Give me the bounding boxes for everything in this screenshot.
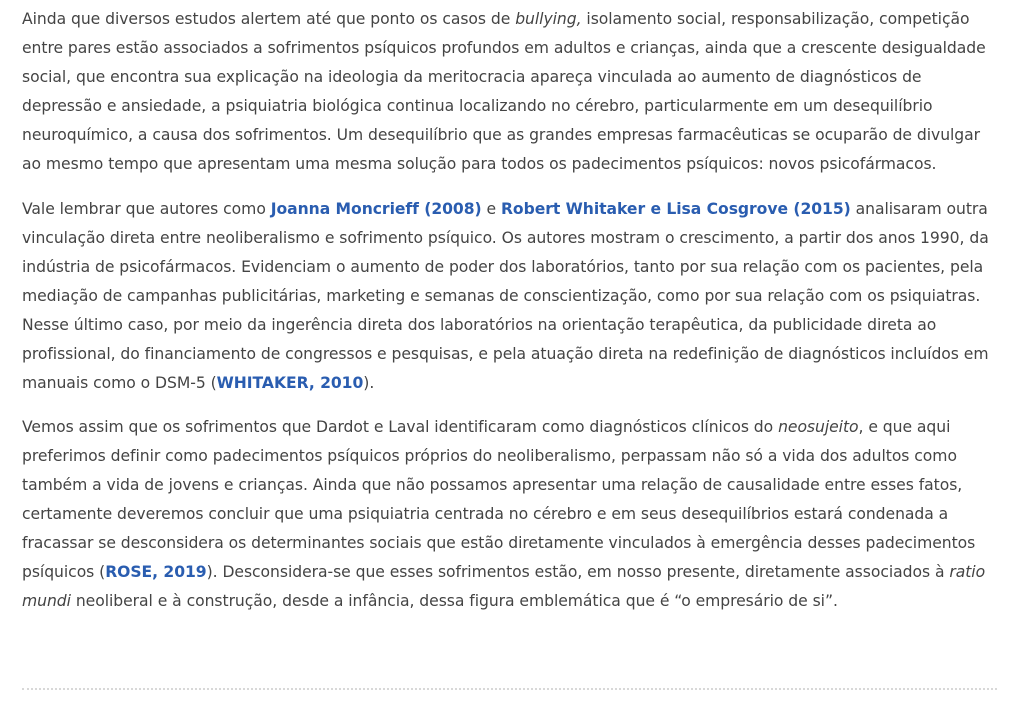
reference-link-whitaker-cosgrove[interactable]: Robert Whitaker e Lisa Cosgrove (2015) xyxy=(500,199,851,218)
paragraph-text: ). Desconsidera-se que esses sofrimentos estão, em nosso presente, diretamente associados à xyxy=(206,563,950,581)
section-divider xyxy=(22,688,997,690)
article-body xyxy=(22,5,997,632)
paragraph-text: Vemos assim que os sofrimentos que Dardot e Laval identificaram como diagnósticos clínicos do xyxy=(22,418,779,436)
reference-link-moncrieff[interactable]: Joanna Moncrieff (2008) xyxy=(270,199,482,218)
paragraph-text: e xyxy=(481,199,501,218)
emphasis-ratio-mundi: ratio mundi xyxy=(22,563,986,610)
paragraph-text: ). xyxy=(363,373,375,392)
paragraph-text: isolamento social, responsabilização, competição entre pares estão associados a sofrimentos psíquicos profundos em adultos e crianças, ainda que a crescente desigualdade social, que encontra sua explicação na ideologia da meritocracia apareça vinculada ao aumento de diagnósticos de depressão e ansiedade, a psiquiatria biológica continua localizando no cérebro, particularmente em um desequilíbrio neuroquímico, a causa dos sofrimentos. Um desequilíbrio que as grandes empresas farmacêuticas se ocuparão de divulgar ao mesmo tempo que apresentam uma mesma solução para todos os padecimentos psíquicos: novos psicofármacos. xyxy=(22,10,986,173)
paragraph-text: Ainda que diversos estudos alertem até que ponto os casos de xyxy=(22,10,516,28)
paragraph-1 xyxy=(22,5,997,179)
reference-link-rose-2019[interactable]: ROSE, 2019 xyxy=(105,563,207,581)
reference-link-whitaker-2010[interactable]: WHITAKER, 2010 xyxy=(216,373,364,392)
paragraph-text: , e que aqui preferimos definir como padecimentos psíquicos próprios do neoliberalismo, perpassam não só a vida dos adultos como também a vida de jovens e crianças. Ainda que não possamos apresentar uma relação de causalidade entre esses fatos, certamente deveremos concluir que uma psiquiatria centrada no cérebro e em seus desequilíbrios estará condenada a fracassar se desconsidera os determinantes sociais que estão diretamente vinculados à emergência desses padecimentos psíquicos ( xyxy=(22,418,976,581)
paragraph-2 xyxy=(22,195,997,398)
emphasis-neosujeito: neosujeito xyxy=(778,418,859,436)
paragraph-text: analisaram outra vinculação direta entre neoliberalismo e sofrimento psíquico. Os autores mostram o crescimento, a partir dos anos 1990, da indústria de psicofármacos. Evidenciam o aumento de poder dos laboratórios, tanto por sua relação com os pacientes, pela mediação de campanhas publicitárias, marketing e semanas de conscientização, como por sua relação com os psiquiatras. Nesse último caso, por meio da ingerência direta dos laboratórios na orientação terapêutica, da publicidade direta ao profissional, do financiamento de congressos e pesquisas, e pela atuação direta na redefinição de diagnósticos incluídos em manuais como o DSM-5 ( xyxy=(22,199,989,392)
paragraph-3 xyxy=(22,413,997,616)
paragraph-text: neoliberal e à construção, desde a infância, dessa figura emblemática que é “o empresário de si”. xyxy=(70,592,838,610)
emphasis-bullying: bullying, xyxy=(515,10,582,28)
paragraph-text: Vale lembrar que autores como xyxy=(22,199,271,218)
